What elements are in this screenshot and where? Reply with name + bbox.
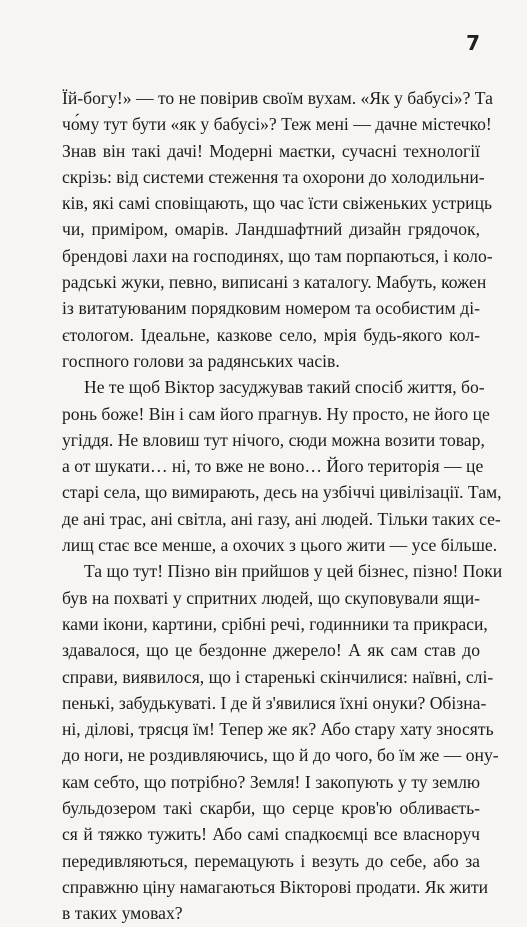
text-line: кам себто, що потрібно? Земля! І закопують у ту землю xyxy=(62,771,480,792)
text-line: пенькі, забудькуваті. І де й з'явилися їхні онуки? Обізна- xyxy=(62,692,487,713)
text-line: а от шукати… ні, то вже не воно… Його територія — це xyxy=(62,456,484,477)
text-line: ками ікони, картини, срібні речі, годинники та прикраси, xyxy=(62,613,488,634)
text-line: Їй-богу!» — то не повірив своїм вухам. «Як у бабусі»? Та xyxy=(62,88,493,108)
paragraph xyxy=(62,85,493,374)
text-line: передивляються, перемацують і везуть до себе, або за xyxy=(62,850,480,871)
text-line: де ані трас, ані світла, ані газу, ані людей. Тільки таких се- xyxy=(62,508,501,529)
text-line: ків, які самі сповіщають, що час їсти свіженьких устриць xyxy=(62,193,493,214)
text-line: в таких умовах? xyxy=(62,903,183,924)
text-line: угіддя. Не вловиш тут нічого, сюди можна возити товар, xyxy=(62,429,485,450)
text-line: Знав він такі дачі! Модерні маєтки, сучасні технології xyxy=(62,140,480,161)
text-line: скрізь: від системи стеження та охорони до холодильни- xyxy=(62,166,485,187)
text-line: бульдозером такі скарби, що серце кров'ю обливаєть- xyxy=(62,798,480,819)
text-line: із витатуюваним порядковим номером та особистим ді- xyxy=(62,298,480,319)
text-line: чо́му тут бути «як у бабусі»? Теж мені — дачне містечко! xyxy=(62,114,492,135)
text-line: до ноги, не роздивляючись, що й до чого, бо їм же — ону- xyxy=(62,745,499,766)
text-line: старі села, що вимирають, десь на узбіччі цивілізації. Там, xyxy=(62,482,502,503)
paragraph xyxy=(62,558,503,926)
text-line: лищ стає все менше, а охочих з цього жити — усе більше. xyxy=(62,535,498,556)
text-line: був на похваті у спритних людей, що скуповували ящи- xyxy=(62,587,480,608)
text-line: брендові лахи на господинях, що там порпаються, і коло- xyxy=(62,245,493,266)
page-number: 7 xyxy=(466,31,480,55)
text-line: Не те щоб Віктор засуджував такий спосіб життя, бо- xyxy=(84,377,485,398)
text-line: ні, ділові, трясця їм! Тепер же як? Або стару хату зносять xyxy=(62,719,494,740)
text-line: ронь боже! Він і сам його прагнув. Ну просто, не його це xyxy=(62,403,490,424)
text-line: чи, приміром, омарів. Ландшафтний дизайн грядочок, xyxy=(62,219,480,240)
text-line: госпного голови за радянських часів. xyxy=(62,350,340,371)
text-line: здавалося, що це бездонне джерело! А як сам став до xyxy=(62,640,480,661)
text-line: справи, виявилося, що і старенькі скінчилися: наївні, слі- xyxy=(62,666,494,687)
text-line: радські жуки, певно, виписані з каталогу. Мабуть, кожен xyxy=(62,272,487,293)
body-text xyxy=(62,85,503,927)
paragraph xyxy=(62,374,502,558)
text-line: справжню ціну намагаються Вікторові продати. Як жити xyxy=(62,876,489,897)
text-line: єтологом. Ідеальне, казкове село, мрія будь-якого кол- xyxy=(62,324,480,345)
text-line: Та що тут! Пізно він прийшов у цей бізнес, пізно! Поки xyxy=(84,561,503,582)
text-line: ся й тяжко тужить! Або самі спадкоємці все власноруч xyxy=(62,824,480,845)
